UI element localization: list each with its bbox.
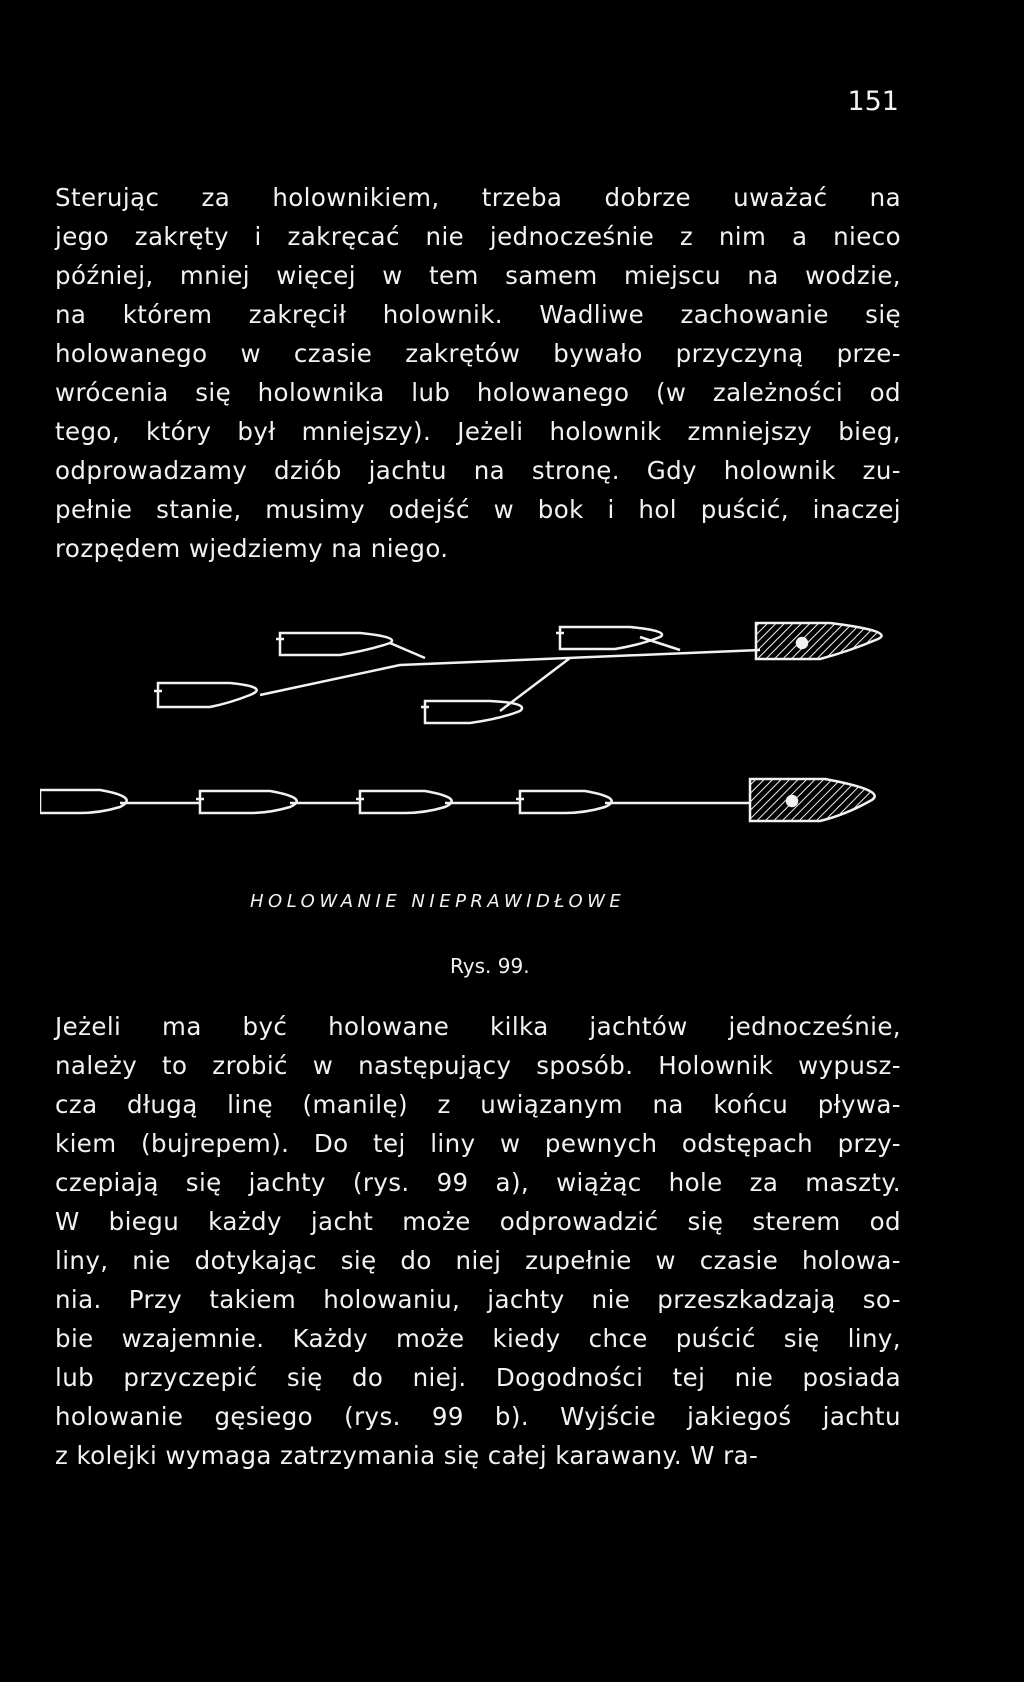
yacht-hull — [356, 791, 452, 813]
text-line: na którem zakręcił holownik. Wadliwe zachowanie się — [55, 300, 901, 329]
yacht-hull — [40, 790, 127, 813]
text-line: później, mniej więcej w tem samem miejscu na wodzie, — [55, 261, 901, 290]
figure-label: Rys. 99. — [450, 954, 530, 978]
tow-line — [390, 643, 425, 658]
text-line: lub przyczepić się do niej. Dogodności tej nie posiada — [55, 1363, 901, 1392]
yacht-hull — [516, 791, 612, 813]
yacht-hull — [154, 683, 257, 707]
tow-line — [640, 637, 680, 650]
text-line: nia. Przy takiem holowaniu, jachty nie przeszkadzają so- — [55, 1285, 901, 1314]
yacht-hull — [196, 791, 297, 813]
towing-figure — [40, 595, 920, 905]
page-number: 151 — [847, 86, 899, 117]
tug-boat — [750, 779, 875, 821]
paragraph-2 — [55, 1012, 901, 1480]
text-line: wrócenia się holownika lub holowanego (w zależności od — [55, 378, 901, 407]
text-line: rozpędem wjedziemy na niego. — [55, 534, 449, 563]
text-line: Sterując za holownikiem, trzeba dobrze uważać na — [55, 183, 901, 212]
figure-caption: HOLOWANIE NIEPRAWIDŁOWE — [250, 891, 626, 912]
text-line: bie wzajemnie. Każdy może kiedy chce puścić się liny, — [55, 1324, 901, 1353]
text-line: pełnie stanie, musimy odejść w bok i hol puścić, inaczej — [55, 495, 901, 524]
text-line: liny, nie dotykając się do niej zupełnie w czasie holowa- — [55, 1246, 901, 1275]
text-line: kiem (bujrepem). Do tej liny w pewnych odstępach przy- — [55, 1129, 901, 1158]
tow-line — [500, 658, 570, 711]
text-line: Jeżeli ma być holowane kilka jachtów jednocześnie, — [55, 1012, 901, 1041]
tug-boat — [756, 623, 882, 659]
text-line: holowanego w czasie zakrętów bywało przyczyną prze- — [55, 339, 901, 368]
paragraph-1 — [55, 183, 901, 573]
text-line: jego zakręty i zakręcać nie jednocześnie z nim a nieco — [55, 222, 901, 251]
text-line: holowanie gęsiego (rys. 99 b). Wyjście jakiegoś jachtu — [55, 1402, 901, 1431]
text-line: cza długą linę (manilę) z uwiązanym na końcu pływa- — [55, 1090, 901, 1119]
towing-diagram — [40, 595, 920, 905]
text-line: odprowadzamy dziób jachtu na stronę. Gdy holownik zu- — [55, 456, 901, 485]
tow-line — [260, 650, 760, 695]
text-line: z kolejki wymaga zatrzymania się całej karawany. W ra- — [55, 1441, 759, 1470]
text-line: W biegu każdy jacht może odprowadzić się sterem od — [55, 1207, 901, 1236]
text-line: czepiają się jachty (rys. 99 a), wiążąc hole za maszty. — [55, 1168, 901, 1197]
yacht-hull — [276, 633, 392, 655]
text-line: należy to zrobić w następujący sposób. Holownik wypusz- — [55, 1051, 901, 1080]
text-line: tego, który był mniejszy). Jeżeli holownik zmniejszy bieg, — [55, 417, 901, 446]
